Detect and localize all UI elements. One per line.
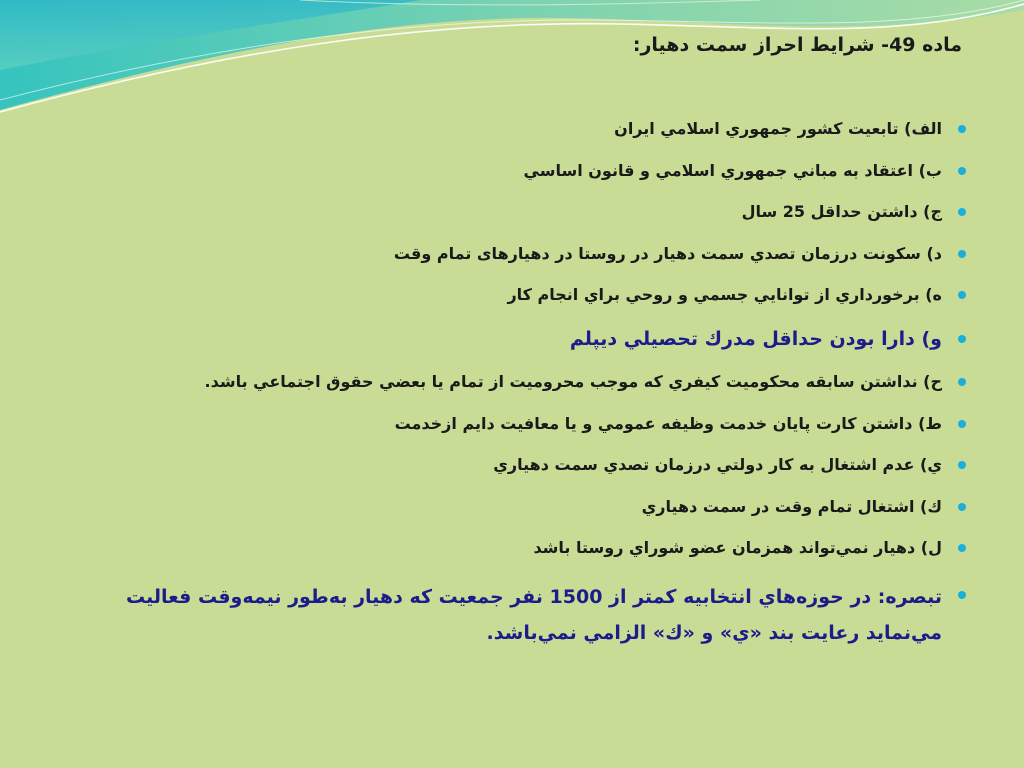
list-item [66, 537, 966, 559]
list-item [66, 118, 966, 140]
note-item [66, 579, 966, 651]
list-item-text: ح) نداشتن سابقه محكوميت كيفري كه موجب محروميت از تمام يا بعضي حقوق اجتماعي باشد. [204, 372, 942, 391]
list-item-text: ج) داشتن حداقل 25 سال [741, 202, 942, 221]
list-item-text: د) سكونت درزمان تصدي سمت دهيار در روستا در دهیارهای تمام وقت [393, 243, 942, 263]
list-item [66, 371, 966, 393]
bullet-dot-icon [958, 544, 966, 552]
list-item-text: ي) عدم اشتغال به كار دولتي درزمان تصدي سمت دهياري [493, 455, 942, 474]
bullet-dot-icon [958, 461, 966, 469]
list-item-text: الف) تابعيت كشور جمهوري اسلامي ايران [614, 119, 942, 138]
list-item [66, 160, 966, 182]
conditions-list [66, 118, 966, 651]
bullet-dot-icon [958, 378, 966, 386]
bullet-dot-icon [958, 503, 966, 511]
slide-title: ماده 49- شرايط احراز سمت دهيار: [632, 34, 962, 56]
bullet-dot-icon [958, 335, 966, 343]
list-item [66, 413, 966, 435]
bullet-dot-icon [958, 291, 966, 299]
bullet-dot-icon [958, 420, 966, 428]
list-item [66, 496, 966, 518]
bullet-dot-icon [958, 250, 966, 258]
list-item [66, 243, 966, 265]
list-item-text: ه) برخورداري از توانايي جسمي و روحي براي انجام كار [507, 285, 942, 304]
list-item-text: و) دارا بودن حداقل مدرك تحصيلي ديپلم [569, 327, 942, 350]
list-item [66, 284, 966, 306]
bullet-dot-icon [958, 208, 966, 216]
list-item-text: ب) اعتقاد به مباني جمهوري اسلامي و قانون اساسي [523, 160, 942, 180]
list-item-text: ك) اشتغال تمام وقت در سمت دهياري [641, 496, 942, 516]
bullet-dot-icon [958, 125, 966, 133]
header-wave-decoration [0, 0, 1024, 130]
bullet-dot-icon [958, 591, 966, 599]
list-item [66, 201, 966, 223]
list-item [66, 454, 966, 476]
list-item-text: ط) داشتن كارت پايان خدمت وظيفه عمومي و يا معافيت دايم ازخدمت [394, 413, 942, 433]
bullet-dot-icon [958, 167, 966, 175]
list-item-emphasis [66, 326, 966, 352]
list-item-text: ل) دهيار نمي‌تواند همزمان عضو شوراي روستا باشد [533, 538, 942, 557]
note-text: تبصره: در حوزه‌هاي انتخابيه كمتر از 1500 نفر جمعيت كه دهيار به‌طور نيمه‌وقت فعاليت مي‌نمايد رعايت بند «ي» و «ك» الزامي نمي‌باشد. [126, 585, 942, 644]
